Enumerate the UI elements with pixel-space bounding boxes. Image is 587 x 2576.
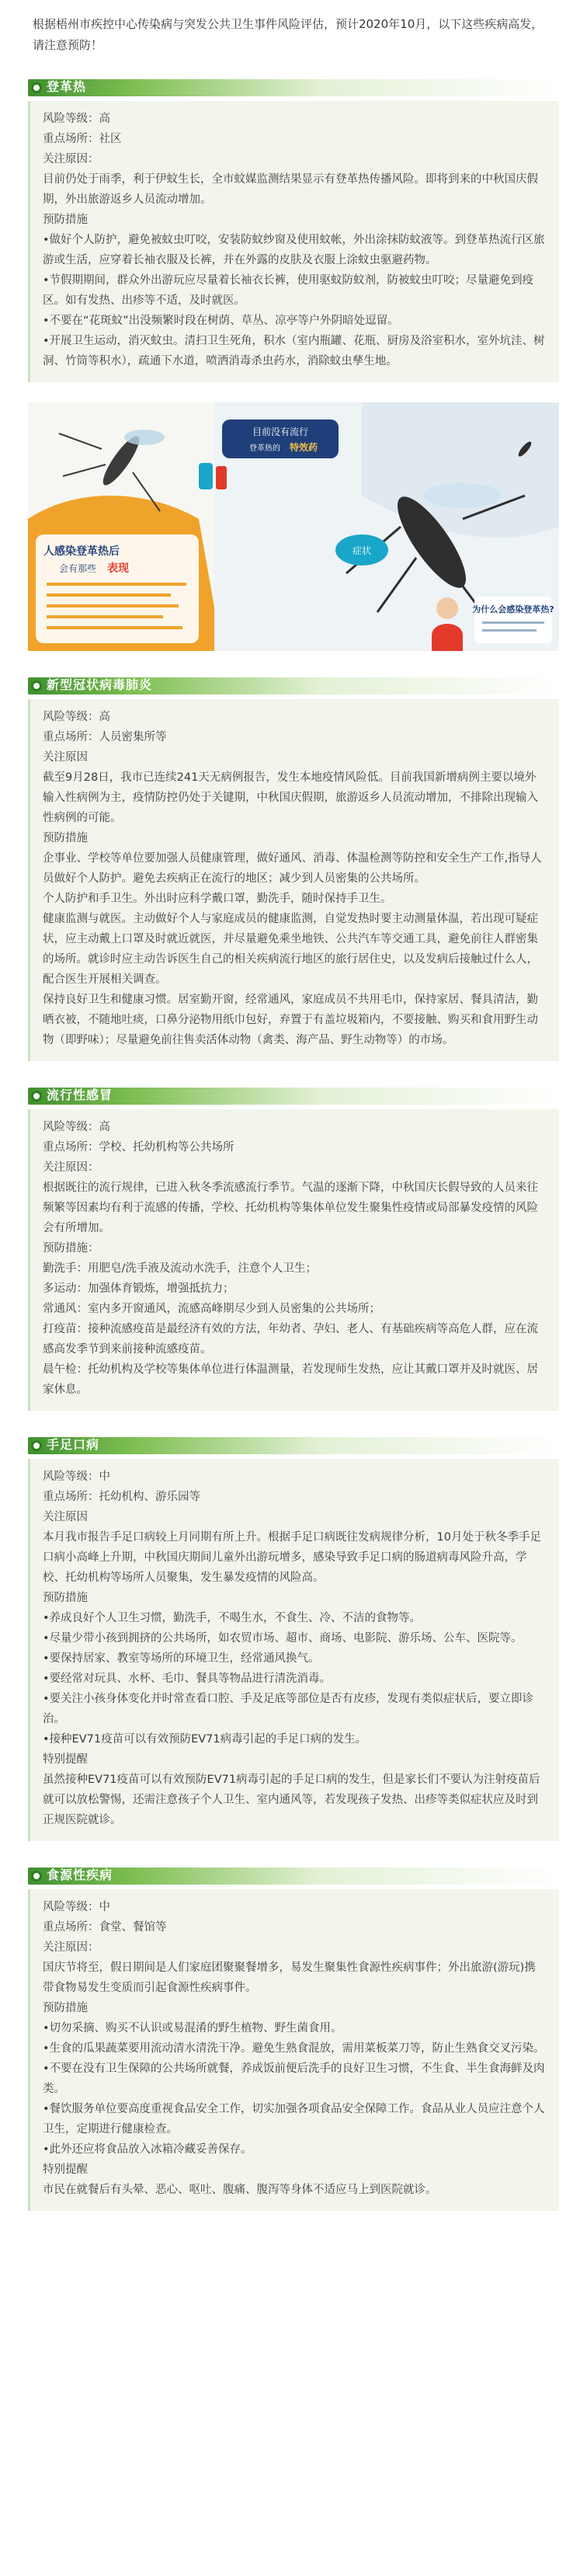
section-title: 登革热 xyxy=(47,79,87,94)
header-dot-icon xyxy=(31,1871,42,1882)
text-line: •不要在没有卫生保障的公共场所就餐，养成饭前便后洗手的良好卫生习惯，不生食、半生食海鲜及肉类。 xyxy=(43,2063,545,2095)
badge-no-drug xyxy=(222,419,339,458)
text-line: 市民在就餐后有头晕、恶心、呕吐、腹痛、腹泻等身体不适应马上到医院就诊。 xyxy=(43,2184,437,2196)
header-dot-icon xyxy=(31,82,42,93)
section-body xyxy=(28,1109,559,1411)
text-line: 根据既往的流行规律，已进入秋冬季流感流行季节。气温的逐渐下降，中秋国庆长假导致的人员来往频繁等因素均有利于流感的传播，学校、托幼机构等集体单位发生聚集性疫情或局部暴发疫情的风险会有所增加。 xyxy=(43,1182,538,1234)
text-line: 预防措施： xyxy=(43,1242,99,1255)
text-line: 截至9月28日，我市已连续241天无病例报告，发生本地疫情风险低。目前我国新增病例主要以境外输入性病例为主，疫情防控仍处于关键期，中秋国庆假期，旅游返乡人员流动增加，不排除出现输入性病例的可能。 xyxy=(43,771,538,824)
text-line: 预防措施 xyxy=(43,832,88,844)
text-line: 重点场所：人员密集所等 xyxy=(43,731,167,743)
text-line: •尽量少带小孩到拥挤的公共场所，如农贸市场、超市、商场、电影院、游乐场、公车、医院等。 xyxy=(43,1632,523,1645)
text-line: 个人防护和手卫生。外出时应科学戴口罩，勤洗手，随时保持手卫生。 xyxy=(43,893,392,905)
text-line: 风险等级：高 xyxy=(43,1121,110,1133)
section-title: 流行性感冒 xyxy=(47,1088,113,1102)
section-title: 手足口病 xyxy=(47,1437,100,1452)
sick-title-2: 会有那些 xyxy=(59,563,97,574)
text-line: 预防措施 xyxy=(43,2002,88,2014)
text-line: 虽然接种EV71疫苗可以有效预防EV71病毒引起的手足口病的发生，但是家长们不要认为注射疫苗后就可以放松警惕，还需注意孩子个人卫生、室内通风等，若发现孩子发热、出疹等类似症状应及时到正规医院就诊。 xyxy=(43,1774,540,1826)
infographic-image xyxy=(28,402,559,651)
section-body xyxy=(28,1459,559,1841)
symptom-label: 症状 xyxy=(352,545,372,556)
text-line: •要经常对玩具、水杯、毛巾、餐具等物品进行清洗消毒。 xyxy=(43,1673,332,1685)
text-line: 风险等级：中 xyxy=(43,1901,110,1913)
section-header xyxy=(28,73,559,101)
text-line: 关注原因： xyxy=(43,1941,99,1954)
text-line: 关注原因： xyxy=(43,1161,99,1174)
text-line: 企事业、学校等单位要加强人员健康管理，做好通风、消毒、体温检测等防控和安全生产工作,指导人员做好个人防护。避免去疾病正在流行的地区；减少到人员密集的公共场所。 xyxy=(43,852,542,885)
section-hfmd xyxy=(28,1431,559,1841)
text-line: 多运动：加强体育锻炼，增强抵抗力； xyxy=(43,1283,234,1295)
section-foodborne xyxy=(28,1861,559,2211)
text-line: 特别提醒 xyxy=(43,2163,88,2176)
text-line: •生食的瓜果蔬菜要用流动清水清洗干净。避免生熟食混放，需用菜板菜刀等，防止生熟食交叉污染。 xyxy=(43,2042,545,2055)
text-line: 关注原因 xyxy=(43,1511,88,1523)
text-line: 风险等级：高 xyxy=(43,113,110,125)
sick-box xyxy=(36,534,199,643)
text-line: 风险等级：高 xyxy=(43,711,110,723)
text-line: •餐饮服务单位要高度重视食品安全工作，切实加强各项食品安全保障工作。食品从业人员应注意个人卫生，定期进行健康检查。 xyxy=(43,2103,545,2136)
section-title: 新型冠状病毒肺炎 xyxy=(47,677,153,692)
text-line: 重点场所：社区 xyxy=(43,133,122,145)
text-line: 关注原因： xyxy=(43,153,99,165)
badge-highlight: 特效药 xyxy=(289,442,318,453)
text-line: 重点场所：食堂、餐馆等 xyxy=(43,1921,167,1934)
header-dot-icon xyxy=(31,1091,42,1102)
section-influenza xyxy=(28,1081,559,1411)
section-header xyxy=(28,1431,559,1459)
section-body xyxy=(28,101,559,382)
text-line: •养成良好个人卫生习惯，勤洗手，不喝生水，不食生、冷、不洁的食物等。 xyxy=(43,1612,422,1624)
text-line: 本月我市报告手足口病较上月同期有所上升。根据手足口病既往发病规律分析，10月处于秋冬季手足口病小高峰上升期，中秋国庆期间儿童外出游玩增多，感染导致手足口病的肠道病毒风险升高，学校、托幼机构等场所人员聚集，发生暴发疫情的风险高。 xyxy=(43,1531,541,1584)
section-body xyxy=(28,699,559,1061)
text-line: •不要在“花斑蚊”出没频繁时段在树荫、草丛、凉亭等户外阴暗处逗留。 xyxy=(43,315,399,327)
text-line: •此外还应将食品放入冰箱冷藏妥善保存。 xyxy=(43,2143,252,2156)
text-line: •要关注小孩身体变化并时常查看口腔、手及足底等部位是否有皮疹，发现有类似症状后，要立即诊治。 xyxy=(43,1693,534,1725)
header-bar xyxy=(28,1437,559,1454)
text-line: 风险等级：中 xyxy=(43,1471,110,1483)
sick-highlight: 表现 xyxy=(107,562,129,575)
text-line: •接种EV71疫苗可以有效预防EV71病毒引起的手足口病的发生。 xyxy=(43,1733,367,1746)
text-line: 勤洗手：用肥皂/洗手液及流动水洗手，注意个人卫生； xyxy=(43,1262,317,1275)
text-line: 预防措施 xyxy=(43,1592,88,1604)
text-line: •开展卫生运动，消灭蚊虫。清扫卫生死角，积水（室内瓶罐、花瓶、厨房及浴室积水，室外坑洼、树洞、竹筒等积水），疏通下水道，喷洒消毒杀虫药水，消除蚊虫孳生地。 xyxy=(43,335,545,367)
header-dot-icon xyxy=(31,1440,42,1451)
section-header xyxy=(28,1081,559,1109)
text-line: •节假期期间，群众外出游玩应尽量着长袖衣长裤，使用驱蚊防蚊剂，防被蚊虫叮咬；尽量避免到疫区。如有发热、出疹等不适，及时就医。 xyxy=(43,274,534,307)
text-line: 打疫苗：接种流感疫苗是最经济有效的方法，年幼者、孕妇、老人、有基础疾病等高危人群，应在流感高发季节到来前接种流感疫苗。 xyxy=(43,1323,538,1356)
text-line: 健康监测与就医。主动做好个人与家庭成员的健康监测，自觉发热时要主动测量体温，若出现可疑症状，应主动戴上口罩及时就近就医，并尽量避免乘坐地铁、公共汽车等交通工具，避免前往人群密集的场所。就诊时应主动告诉医生自己的相关疾病流行地区的旅行居住史，以及发病后接触过什么人，配合医生开展相关调查。 xyxy=(43,913,538,986)
text-line: 晨午检：托幼机构及学校等集体单位进行体温测量，若发现师生发热，应让其戴口罩并及时就医、居家休息。 xyxy=(43,1363,538,1396)
section-covid xyxy=(28,671,559,1061)
section-dengue xyxy=(28,73,559,382)
text-line: •切勿采摘、购买不认识或易混淆的野生植物、野生菌食用。 xyxy=(43,2022,342,2035)
section-title: 食源性疾病 xyxy=(47,1868,113,1882)
text-line: •要保持居家、教室等场所的环境卫生，经常通风换气。 xyxy=(43,1652,320,1665)
intro-text: 根据梧州市疾控中心传染病与突发公共卫生事件风险评估，预计2020年10月，以下这些疾病高发，请注意预防！ xyxy=(33,17,544,52)
symptom-badge xyxy=(335,534,388,566)
text-line: 常通风：室内多开窗通风，流感高峰期尽少到人员密集的公共场所； xyxy=(43,1303,380,1315)
text-line: 保持良好卫生和健康习惯。居室勤开窗，经常通风，家庭成员不共用毛巾，保持家居、餐具清洁，勤晒衣被，不随地吐痰，口鼻分泌物用纸巾包好，弃置于有盖垃圾箱内，不要接触、购买和食用野生动物（即野味）；尽量避免前往售卖活体动物（禽类、海产品、野生动物等）的市场。 xyxy=(43,994,538,1046)
section-header xyxy=(28,1861,559,1889)
text-line: 预防措施 xyxy=(43,214,88,226)
text-line: •做好个人防护，避免被蚊虫叮咬，安装防蚊纱窗及使用蚊帐，外出涂抹防蚊液等。到登革热流行区旅游或生活，应穿着长袖衣服及长裤，并在外露的皮肤及衣服上涂蚊虫驱避药物。 xyxy=(43,234,545,266)
text-line: 重点场所：学校、托幼机构等公共场所 xyxy=(43,1141,234,1154)
section-body xyxy=(28,1889,559,2211)
text-line: 关注原因 xyxy=(43,751,88,764)
text-line: 目前仍处于雨季，利于伊蚊生长，全市蚊媒监测结果显示有登革热传播风险。即将到来的中秋国庆假期，外出旅游返乡人员流动增加。 xyxy=(43,173,538,206)
text-line: 特别提醒 xyxy=(43,1753,88,1766)
text-line: 重点场所：托幼机构、游乐园等 xyxy=(43,1491,200,1503)
section-header xyxy=(28,671,559,699)
sick-title: 人感染登革热后 xyxy=(43,545,120,558)
badge-line2: 登革热的 xyxy=(249,444,280,453)
header-dot-icon xyxy=(31,681,42,691)
text-line: 国庆节将至，假日期间是人们家庭团聚聚餐增多，易发生聚集性食源性疾病事件；外出旅游(游玩)携带食物易发生变质而引起食源性疾病事件。 xyxy=(43,1962,536,1994)
header-bar xyxy=(28,79,559,96)
badge-line1: 目前没有流行 xyxy=(252,426,309,437)
why-title: 为什么会感染登革热? xyxy=(472,604,554,614)
dengue-infographic xyxy=(28,402,559,651)
